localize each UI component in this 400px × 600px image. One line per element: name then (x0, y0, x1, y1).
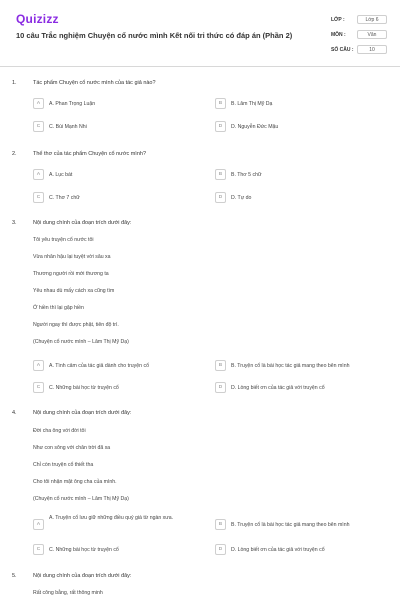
question-3-passage-line: Ở hiền thì lại gặp hiền (33, 305, 84, 311)
question-4-passage-line: Chỉ còn truyện cổ thiết tha (33, 462, 94, 468)
option-letter-box: C (33, 544, 44, 555)
question-2-text: Thể thơ của tác phẩm Chuyện cổ nước mình? (33, 151, 147, 157)
option-letter-box: A (33, 169, 44, 180)
option-text: D. Tự do (231, 194, 252, 201)
question-3-passage-line: Vừa nhân hậu lại tuyệt vời sâu xa (33, 254, 111, 260)
subject-field (331, 32, 389, 38)
question-5-number: 5. (12, 573, 17, 579)
option-text: B. Thơ 5 chữ (231, 171, 262, 178)
option-text: D. Nguyễn Đức Mậu (231, 123, 279, 130)
quizizz-logo: Quizizz (16, 12, 59, 26)
question-1-number: 1. (12, 80, 17, 86)
question-4-passage-source: (Chuyện cổ nước mình – Lâm Thị Mỹ Dạ) (33, 496, 129, 502)
option-text: A. Tình cảm của tác giả dành cho truyện cổ (49, 362, 149, 369)
option-letter-box: B (215, 98, 226, 109)
option-letter-box: A (33, 98, 44, 109)
question-4-number: 4. (12, 410, 17, 416)
question-5-text: Nội dung chính của đoạn trích dưới đây: (33, 573, 132, 579)
question-3-number: 3. (12, 220, 17, 226)
question-count-field (331, 47, 389, 53)
option-letter-box: C (33, 382, 44, 393)
question-2-number: 2. (12, 151, 17, 157)
subject-value: Văn (357, 30, 387, 39)
question-3-passage-line: Thương người rồi mới thương ta (33, 271, 109, 277)
option-letter-box: C (33, 121, 44, 132)
question-count-label: SỐ CÂU : (331, 47, 354, 53)
question-1-text: Tác phẩm Chuyện cổ nước mình của tác giả nào? (33, 80, 156, 86)
option-letter-box: C (33, 192, 44, 203)
option-letter-box: D (215, 382, 226, 393)
question-3-passage-line: Tôi yêu truyện cổ nước tôi (33, 237, 94, 243)
option-text: A. Lục bát (49, 171, 73, 178)
option-letter-box: B (215, 519, 226, 530)
option-letter-box: B (215, 169, 226, 180)
question-5-passage-line: Rất công bằng, rất thông minh (33, 590, 103, 596)
question-3-passage-line: Người ngay thì được phật, tiên độ trì. (33, 322, 119, 328)
option-letter-box: D (215, 544, 226, 555)
question-4-passage-line: Đời cha ông với đời tôi (33, 428, 86, 434)
option-letter-box: B (215, 360, 226, 371)
option-letter-box: A (33, 360, 44, 371)
option-text: C. Bùi Mạnh Nhi (49, 123, 87, 130)
option-text: D. Lòng biết ơn của tác giả với truyện cổ (231, 384, 325, 391)
question-4-passage-line: Như con sông với chân trời đã xa (33, 445, 111, 451)
class-value: Lớp 6 (357, 15, 387, 24)
option-text: D. Lòng biết ơn của tác giả với truyện cổ (231, 546, 325, 553)
option-letter-box: A (33, 519, 44, 530)
question-3-passage-line: Yêu nhau dù mấy cách xa cũng tìm (33, 288, 115, 294)
option-text: C. Những bài học từ truyện cổ (49, 384, 119, 391)
option-letter-box: D (215, 192, 226, 203)
option-text: C. Thơ 7 chữ (49, 194, 80, 201)
class-label: LỚP : (331, 17, 345, 23)
option-text: B. Truyện cổ là bài học tác giả mang theo bên mình (231, 521, 350, 528)
option-letter-box: D (215, 121, 226, 132)
option-text: B. Lâm Thị Mỹ Dạ (231, 100, 273, 107)
question-3-passage-source: (Chuyện cổ nước mình – Lâm Thị Mỹ Dạ) (33, 339, 129, 345)
option-text: B. Truyện cổ là bài học tác giả mang theo bên mình (231, 362, 350, 369)
worksheet-title: 10 câu Trắc nghiệm Chuyện cổ nước mình Kết nối tri thức có đáp án (Phần 2) (16, 31, 293, 40)
option-text: C. Những bài học từ truyện cổ (49, 546, 119, 553)
question-4-text: Nội dung chính của đoạn trích dưới đây: (33, 410, 132, 416)
worksheet-header (0, 0, 400, 62)
question-3-text: Nội dung chính của đoạn trích dưới đây: (33, 220, 132, 226)
option-text: A. Truyện cổ lưu giữ những điều quý giá từ ngàn xưa. (49, 515, 174, 521)
question-4-passage-line: Cho tôi nhận mặt ông cha của mình. (33, 479, 117, 485)
header-divider (0, 66, 400, 67)
option-text: A. Phan Trọng Luận (49, 100, 96, 107)
subject-label: MÔN : (331, 32, 346, 38)
class-field (331, 17, 389, 23)
question-count-value: 10 (357, 45, 387, 54)
